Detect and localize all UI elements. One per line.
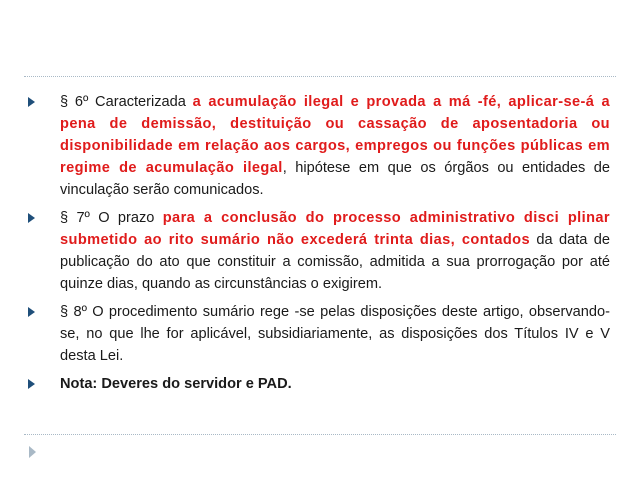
bullet-note [28,373,610,395]
bottom-divider [24,434,616,435]
triangle-bullet-icon [28,213,35,223]
highlighted-text: para a conclusão do processo administrativo disci plinar submetido ao rito sumário não excederá trinta dias, contados [60,210,611,248]
highlighted-text: a acumulação ilegal e provada a má -fé, aplicar-se-á a pena de demissão, destituição ou cassação de aposentadoria ou disponibilidade em relação aos cargos, empregos ou funções públicas em regime de acumulação ilegal [60,94,610,176]
note-text: Nota: Deveres do servidor e PAD. [60,376,292,392]
text-run: , hipótese em que os órgãos ou entidades de vinculação serão comunicados. [60,160,610,198]
text-run: § 8º O procedimento sumário rege -se pelas disposições deste artigo, observando-se, no que lhe for aplicável, subsidiariamente, as disposições dos Títulos IV e V desta Lei. [60,304,610,364]
slide-content [28,91,610,401]
triangle-bullet-icon [28,379,35,389]
triangle-bullet-icon [28,307,35,317]
text-run: § 6º Caracterizada [60,94,193,110]
bullet-paragraph-6 [28,91,610,201]
triangle-bullet-icon [28,97,35,107]
corner-arrow-icon [29,446,36,458]
text-run: da data de publicação do ato que constituir a comissão, admitida a sua prorrogação por até quinze dias, quando as circunstâncias o exigirem. [60,232,610,292]
bullet-paragraph-7 [28,207,610,295]
top-divider [24,76,616,77]
bullet-paragraph-8 [28,301,610,367]
text-run: § 7º O prazo [60,210,163,226]
